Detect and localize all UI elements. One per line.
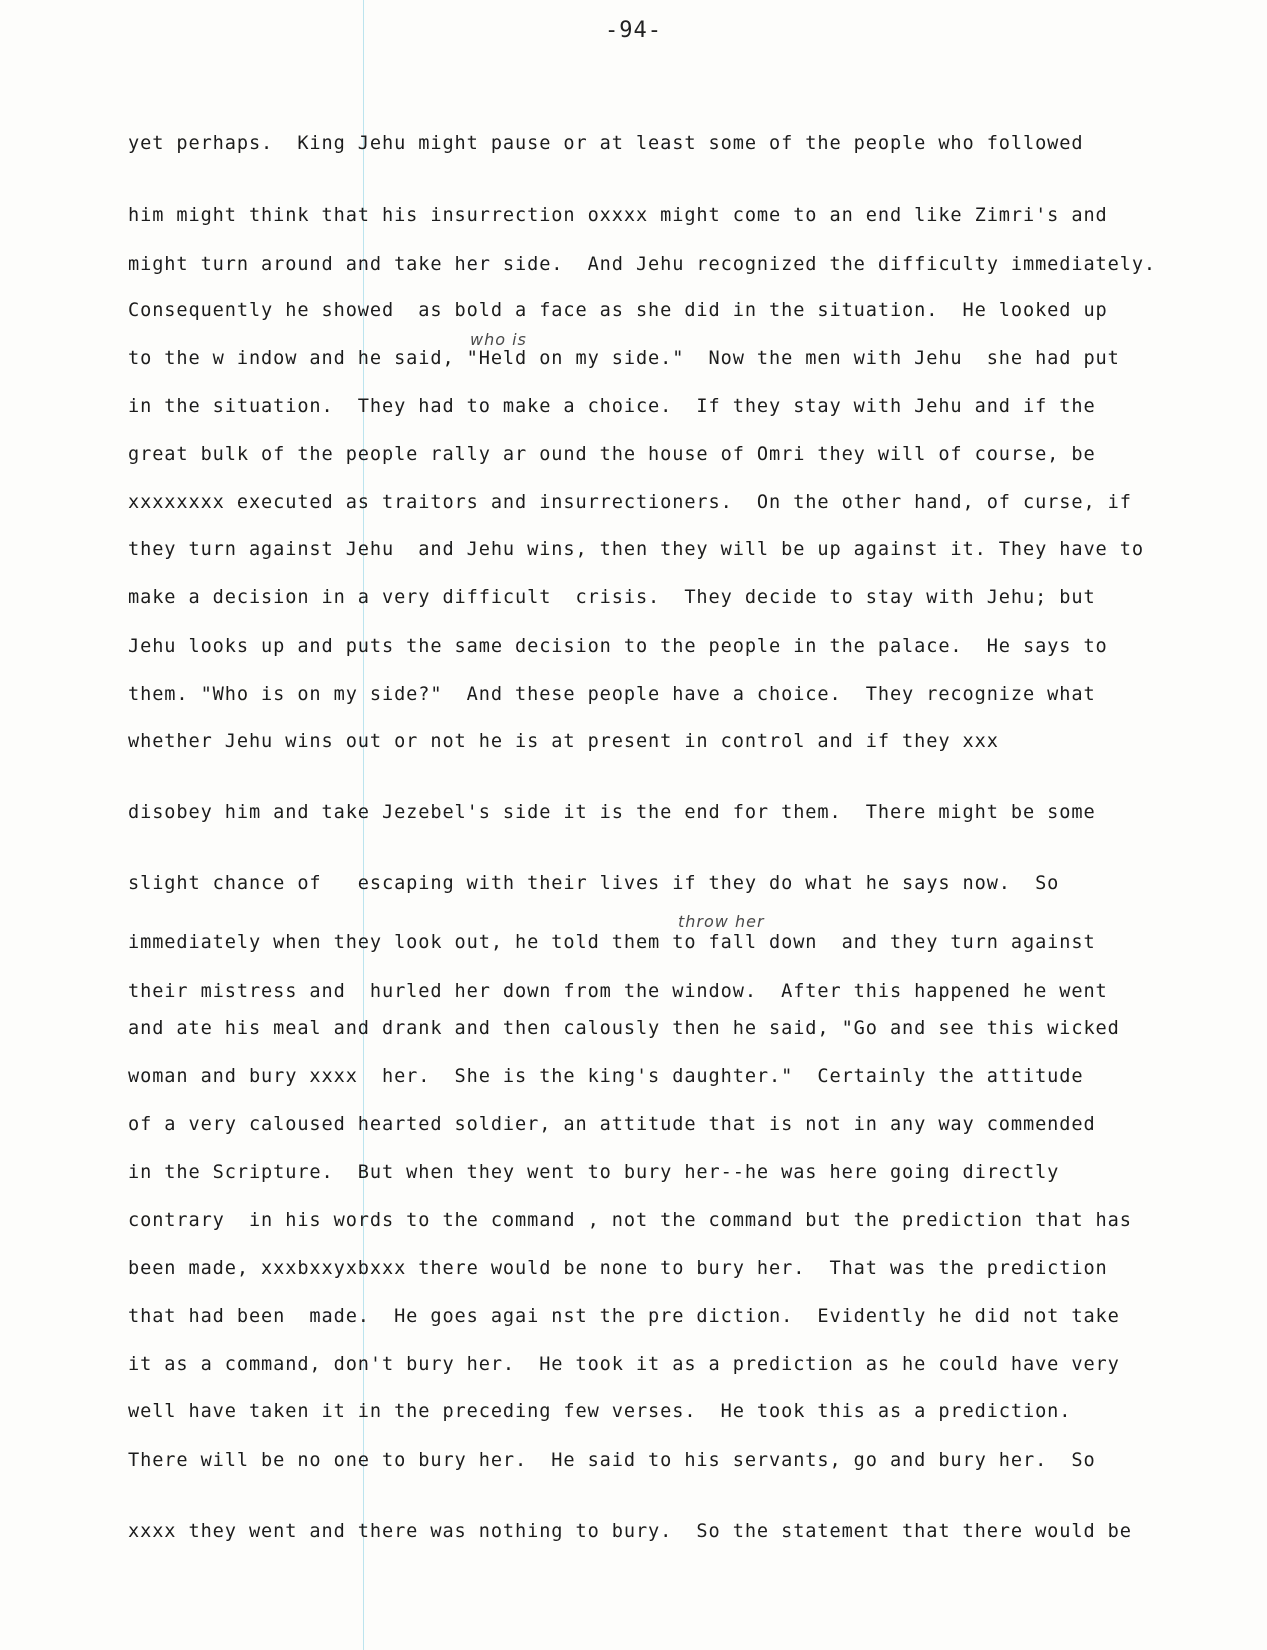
text-line: slight chance of escaping with their lives if they do what he says now. So (128, 873, 1060, 894)
text-line: might turn around and take her side. And Jehu recognized the difficulty immediately. (128, 254, 1157, 275)
text-line: in the Scripture. But when they went to bury her--he was here going directly (128, 1162, 1060, 1183)
text-line: in the situation. They had to make a choice. If they stay with Jehu and if the (128, 396, 1096, 417)
text-line: woman and bury xxxx her. She is the king's daughter." Certainly the attitude (128, 1066, 1084, 1087)
text-line: Jehu looks up and puts the same decision to the people in the palace. He says to (128, 636, 1108, 657)
text-line: been made, xxxbxxyxbxxx there would be none to bury her. That was the prediction (128, 1258, 1108, 1279)
text-line: they turn against Jehu and Jehu wins, then they will be up against it. They have to (128, 539, 1144, 560)
text-line: great bulk of the people rally ar ound the house of Omri they will of course, be (128, 444, 1096, 465)
handwritten-annotation-throw-her: throw her (678, 912, 765, 931)
text-line: of a very caloused hearted soldier, an attitude that is not in any way commended (128, 1114, 1096, 1135)
text-line: it as a command, don't bury her. He took it as a prediction as he could have very (128, 1354, 1120, 1375)
handwritten-annotation-who-is: who is (470, 330, 527, 349)
text-line: whether Jehu wins out or not he is at present in control and if they xxx (128, 731, 999, 752)
text-line: Consequently he showed as bold a face as she did in the situation. He looked up (128, 300, 1108, 321)
text-line: them. "Who is on my side?" And these people have a choice. They recognize what (128, 684, 1096, 705)
text-line: make a decision in a very difficult crisis. They decide to stay with Jehu; but (128, 587, 1096, 608)
text-line: to the w indow and he said, "Held on my side." Now the men with Jehu she had put (128, 348, 1120, 369)
text-line: their mistress and hurled her down from the window. After this happened he went (128, 981, 1108, 1002)
text-line: xxxxxxxx executed as traitors and insurrectioners. On the other hand, of curse, if (128, 492, 1132, 513)
text-line: him might think that his insurrection oxxxx might come to an end like Zimri's and (128, 205, 1108, 226)
text-line: disobey him and take Jezebel's side it is the end for them. There might be some (128, 802, 1096, 823)
text-line: There will be no one to bury her. He said to his servants, go and bury her. So (128, 1450, 1096, 1471)
text-line: immediately when they look out, he told them to fall down and they turn against (128, 932, 1096, 953)
text-line: that had been made. He goes agai nst the pre diction. Evidently he did not take (128, 1306, 1120, 1327)
text-line: xxxx they went and there was nothing to bury. So the statement that there would be (128, 1521, 1132, 1542)
text-line: well have taken it in the preceding few verses. He took this as a prediction. (128, 1401, 1072, 1422)
text-line: yet perhaps. King Jehu might pause or at least some of the people who followed (128, 133, 1084, 154)
page-number: -94- (605, 18, 662, 43)
text-line: and ate his meal and drank and then calously then he said, "Go and see this wicked (128, 1018, 1120, 1039)
text-line: contrary in his words to the command , not the command but the prediction that has (128, 1210, 1132, 1231)
